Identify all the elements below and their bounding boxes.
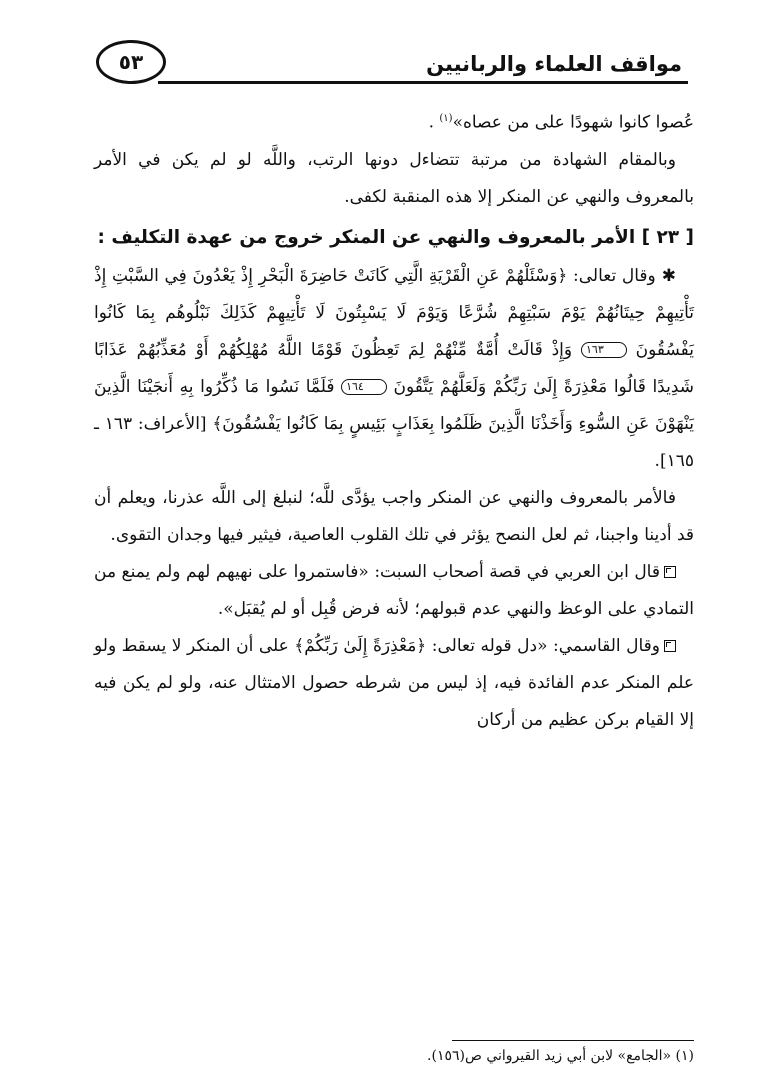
- main-text: [94, 100, 694, 739]
- footnote: (١) «الجامع» لابن أبي زيد القيرواني ص(١٥٦).: [427, 1048, 694, 1064]
- star-icon: ✱: [661, 265, 676, 286]
- paragraph-1-end: .: [428, 112, 440, 133]
- running-title: مواقف العلماء والربانيين: [426, 52, 682, 76]
- quran-text-3: فَلَمَّا نَسُوا مَا ذُكِّرُوا بِهِ أَنجَيْنَا الَّذِينَ يَنْهَوْنَ عَنِ السُّوءِ وَأَخَذْنَا الَّذِينَ ظَلَمُوا بِعَذَابٍ بَئِيسٍ بِمَا كَانُوا يَفْسُقُونَ﴾: [94, 376, 694, 434]
- paragraph-3: فالأمر بالمعروف والنهي عن المنكر واجب يؤدَّى للَّه؛ لنبلغ إلى اللَّه عذرنا، ويعلم أن قد أدينا واجبنا، ثم لعل النصح يؤثر في تلك القلوب العاصية، فيثير فيها وجدان التقوى.: [94, 487, 694, 545]
- paragraph-5: [94, 628, 694, 739]
- paragraph-1-text: عُصوا كانوا شهودًا على من عصاه»: [452, 112, 694, 133]
- verse-number-164: ١٦٤: [341, 379, 387, 395]
- footnote-marker: (١): [439, 113, 453, 124]
- quran-text-2: وَإِذْ قَالَتْ أُمَّةٌ مِّنْهُمْ لِمَ تَعِظُونَ قَوْمًا اللَّهُ مُهْلِكُهُمْ أَوْ مُعَذِّبُهُمْ عَذَابًا شَدِيدًا قَالُوا مَعْذِرَةً إِلَىٰ رَبِّكُمْ وَلَعَلَّهُمْ يَتَّقُونَ: [94, 339, 695, 397]
- paragraph-4-text: قال ابن العربي في قصة أصحاب السبت: «فاستمروا على نهيهم لهم ولم يمنع من التمادي على الوعظ والنهي عدم قبولهم؛ لأنه فرض قُبِل أو لم يُقبَل».: [94, 561, 694, 619]
- page-header: [88, 38, 688, 88]
- section-heading: [ ٢٣ ] الأمر بالمعروف والنهي عن المنكر خروج من عهدة التكليف :: [97, 226, 694, 248]
- quran-passage: [94, 258, 694, 480]
- paragraph-2: وبالمقام الشهادة من مرتبة تتضاءل دونها الرتب، واللَّه لو لم يكن في الأمر بالمعروف والنهي عن المنكر إلا هذه المنقبة لكفى.: [94, 149, 694, 207]
- paragraph-4: [94, 554, 694, 628]
- paragraph-5-text: وقال القاسمي: «دل قوله تعالى: ﴿مَعْذِرَةً إِلَىٰ رَبِّكُمْ﴾ على أن المنكر لا يسقط ولو علم المنكر عدم الفائدة فيه، إذ ليس من شرطه حصول الامتثال عنه، ولو لم يكن فيه إلا القيام بركن عظيم من أركان: [94, 635, 694, 730]
- paragraph-1: [94, 100, 694, 142]
- quran-reference: [الأعراف: ١٦٣ ـ ١٦٥].: [94, 413, 694, 471]
- verse-number-163: ١٦٣: [581, 342, 627, 358]
- square-bullet-icon: [664, 566, 676, 578]
- page-number: ٥٣: [96, 40, 166, 84]
- header-rule: [158, 81, 688, 84]
- footnote-divider: [452, 1040, 694, 1041]
- quran-text-1: وقال تعالى: ﴿وَسْئَلْهُمْ عَنِ الْقَرْيَةِ الَّتِي كَانَتْ حَاضِرَةَ الْبَحْرِ إِذْ يَعْدُونَ فِي السَّبْتِ إِذْ تَأْتِيهِمْ حِيتَانُهُمْ يَوْمَ سَبْتِهِمْ شُرَّعًا وَيَوْمَ لَا يَسْبِتُونَ لَا تَأْتِيهِمْ كَذَلِكَ نَبْلُوهُم بِمَا كَانُوا يَفْسُقُونَ: [94, 265, 694, 360]
- square-bullet-icon: [664, 640, 676, 652]
